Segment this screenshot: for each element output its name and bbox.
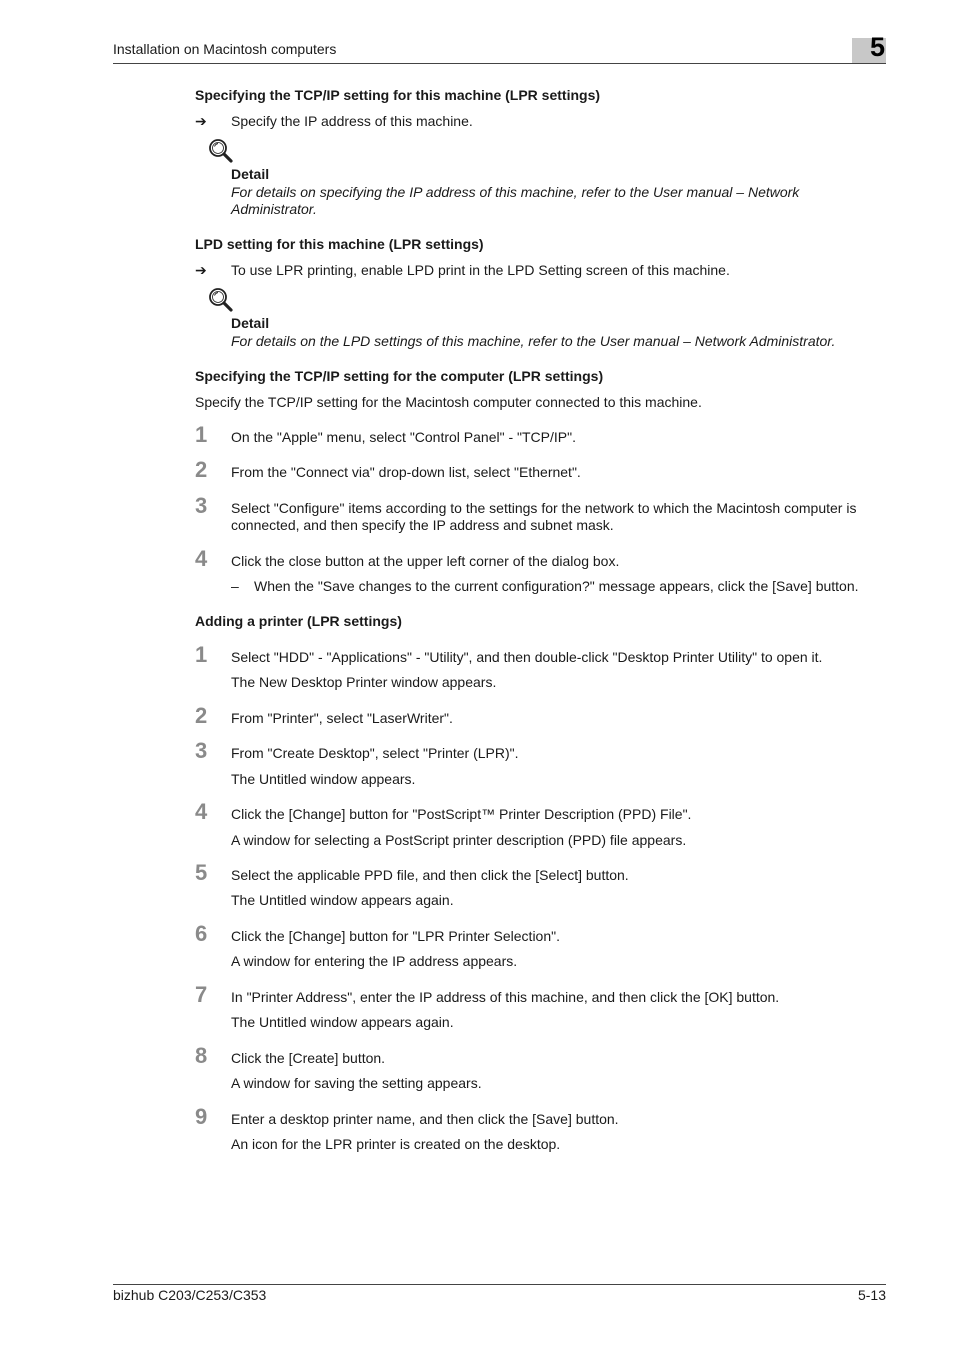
page-number: 5-13 [857,1287,886,1303]
footer-divider [113,1284,886,1285]
detail-text: For details on specifying the IP address of this machine, refer to the User manual – Network Administrator. [231,184,800,217]
step-number: 4 [195,546,208,571]
footer-model: bizhub C203/C253/C353 [113,1287,267,1303]
section-heading: Adding a printer (LPR settings) [195,613,402,629]
step-number: 8 [195,1043,208,1068]
step-result: A window for saving the setting appears. [231,1075,482,1091]
step-text: Click the [Change] button for "PostScript™ Printer Description (PPD) File". [231,806,692,822]
step-result: The Untitled window appears. [231,771,416,787]
chapter-number: 5 [869,32,885,62]
chapter-badge [852,32,886,64]
step-result: A window for selecting a PostScript printer description (PPD) file appears. [231,832,687,848]
section-heading: Specifying the TCP/IP setting for the computer (LPR settings) [195,368,604,384]
step-number: 5 [195,860,208,885]
step-text: On the "Apple" menu, select "Control Panel" - "TCP/IP". [231,429,576,445]
step-text: From "Create Desktop", select "Printer (LPR)". [231,745,519,761]
step-text: Enter a desktop printer name, and then click the [Save] button. [231,1111,619,1127]
step-result: The Untitled window appears again. [231,1014,454,1030]
step-result: A window for entering the IP address appears. [231,953,518,969]
section-heading: LPD setting for this machine (LPR settings) [195,236,484,252]
instruction-text: Specify the IP address of this machine. [231,113,473,129]
step-number: 2 [195,703,208,728]
magnifier-icon [207,137,235,165]
step-number: 4 [195,799,208,824]
step-text: Click the [Create] button. [231,1050,386,1066]
step-text: Select the applicable PPD file, and then click the [Select] button. [231,867,629,883]
intro-text: Specify the TCP/IP setting for the Macintosh computer connected to this machine. [195,394,702,410]
step-number: 1 [195,422,208,447]
sub-bullet-text: When the "Save changes to the current configuration?" message appears, click the [Save] button. [254,578,859,594]
step-text: Select "Configure" items according to the settings for the network to which the Macintosh computer is connected, and then specify the IP address and subnet mask. [231,500,857,533]
section-heading: Specifying the TCP/IP setting for this machine (LPR settings) [195,87,601,103]
step-text: From the "Connect via" drop-down list, select "Ethernet". [231,464,581,480]
step-text: In "Printer Address", enter the IP address of this machine, and then click the [OK] button. [231,989,780,1005]
detail-label: Detail [231,315,270,331]
instruction-text: To use LPR printing, enable LPD print in the LPD Setting screen of this machine. [231,262,730,278]
magnifier-icon [207,286,235,314]
step-text: Click the close button at the upper left corner of the dialog box. [231,553,620,569]
step-text: Click the [Change] button for "LPR Printer Selection". [231,928,560,944]
step-result: The Untitled window appears again. [231,892,454,908]
step-number: 3 [195,493,208,518]
running-header: Installation on Macintosh computers [113,41,337,57]
step-result: An icon for the LPR printer is created on the desktop. [231,1136,561,1152]
step-text: From "Printer", select "LaserWriter". [231,710,453,726]
step-number: 1 [195,642,208,667]
sub-bullet-dash: – [231,578,239,594]
step-number: 3 [195,738,208,763]
detail-label: Detail [231,166,270,182]
detail-text: For details on the LPD settings of this machine, refer to the User manual – Network Administrator. [231,333,836,349]
step-number: 6 [195,921,208,946]
arrow-bullet: ➔ [195,262,207,278]
step-number: 2 [195,457,208,482]
arrow-bullet: ➔ [195,113,207,129]
step-text: Select "HDD" - "Applications" - "Utility", and then double-click "Desktop Printer Utility" to open it. [231,649,823,665]
step-number: 7 [195,982,208,1007]
header-divider [113,63,886,64]
step-number: 9 [195,1104,208,1129]
step-result: The New Desktop Printer window appears. [231,674,497,690]
